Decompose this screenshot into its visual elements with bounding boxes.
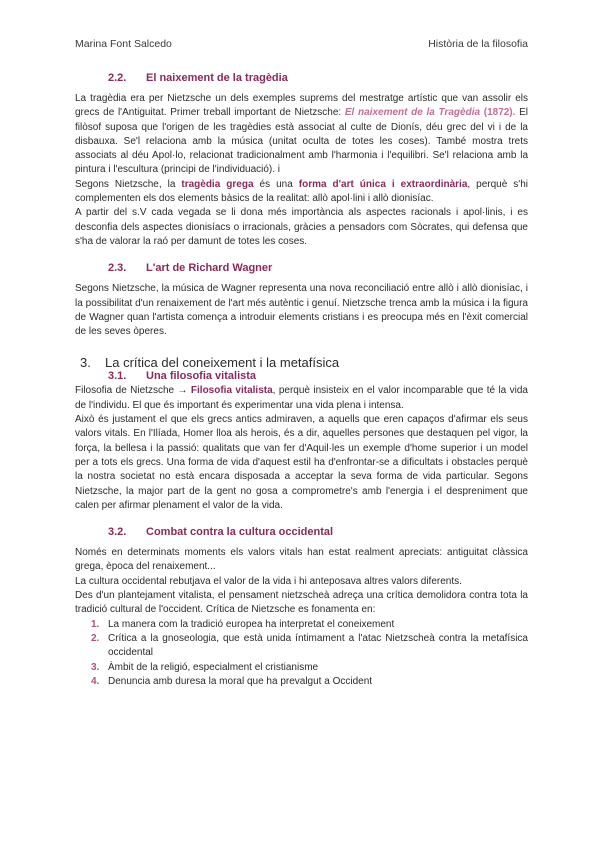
list-number: 1.: [91, 618, 100, 630]
text-run: , perquè s'hi complementen els dos elements bàsics de la realitat: allò apol·lini i allò dionisíac.: [75, 178, 528, 205]
section-heading-3-1: [108, 370, 528, 382]
header-subject: Història de la filosofia: [428, 38, 528, 50]
text-run: El filòsof suposa que l'origen de les tragèdies està associat al culte de Dionís, déu grec del vi i de la disbauxa. Se'l relaciona amb la música (unitat oculta de totes les coses). També mostra trets associats al déu Apol·lo, relacionat tradicionalment amb l'harmonia i l'equilibri. Se'l relaciona amb la pintura i l'escultura (principi de l'individuació). i: [75, 107, 529, 176]
list-number: 3.: [91, 661, 100, 673]
list-text: Denuncia amb duresa la moral que ha prevalgut a Occident: [108, 675, 373, 687]
paragraph: [75, 92, 528, 178]
list-text: La manera com la tradició europea ha interpretat el coneixement: [108, 618, 395, 630]
text-run: La tragèdia era per Nietzsche un dels exemples suprems del mestratge artístic que van assolir els grecs de l'Antiguitat. Primer treball important de Nietzsche:: [75, 93, 528, 119]
list-item: [75, 661, 528, 675]
paragraph: Segons Nietzsche, la música de Wagner representa una nova reconciliació entre allò i allò dionisíac, i la possibilitat d'un renaixement de l'art més autèntic i genuí. Nietzsche trenca amb la música i la figura de Wagner quan l'artista comença a introduir elements cristians i es preocupa més en l'èxit comercial de les seves òperes.: [75, 283, 528, 338]
highlight-term: Filosofia vitalista: [190, 385, 273, 397]
chapter-number: 3.: [80, 355, 91, 371]
paragraph: A partir del s.V cada vegada se li dona més importància als aspectes racionals i apol·linis, i es desconfia dels aspectes dionisíacs o irracionals, gràcies a pensadors com Sòcrates, qui defensa que s'ha de valorar la raó per damunt de totes les coses.: [75, 207, 528, 247]
section-number: 3.1.: [108, 370, 127, 383]
list-text: Àmbit de la religió, especialment el cristianisme: [108, 661, 319, 673]
list-item: [75, 632, 528, 661]
section-heading-2-3: [108, 262, 528, 274]
paragraph: Només en determinats moments els valors vitals han estat realment apreciats: antiguitat clàssica grega, època del renaixement...: [75, 547, 528, 573]
list-number: 2.: [91, 632, 100, 644]
page-content: [75, 72, 528, 689]
section-title: Combat contra la cultura occidental: [146, 526, 334, 539]
text-run: és una: [253, 178, 299, 190]
paragraph: [75, 178, 528, 207]
paragraph: [75, 384, 528, 413]
section-number: 2.2.: [108, 72, 127, 84]
section-heading-3-2: [108, 526, 528, 538]
book-title-highlight: El naixement de la Tragèdia: [344, 107, 481, 119]
list-text: Crítica a la gnoseologia, que està unida íntimament a l'atac Nietzscheà contra la metafísica occidental: [108, 632, 528, 659]
paragraph: Des d'un plantejament vitalista, el pensament nietzscheà adreça una crítica demolidora contra tota la tradició cultural de l'occident. Crítica de Nietzsche es fonamenta en:: [75, 590, 528, 616]
text-run: Segons Nietzsche, la: [75, 178, 182, 190]
highlight-term: tragèdia grega: [181, 178, 254, 190]
list-item: [75, 618, 528, 632]
chapter-heading-3: [75, 355, 528, 370]
list-item: [75, 675, 528, 689]
section-title: Una filosofia vitalista: [146, 370, 257, 383]
highlight-term: forma d'art única i extraordinària: [298, 178, 468, 190]
text-run: , perquè insisteix en el valor incomparable que té la vida de l'individu. El que és important és experimentar una vida plena i intensa.: [75, 385, 528, 411]
section-title: L'art de Richard Wagner: [146, 262, 273, 275]
section-number: 3.2.: [108, 526, 127, 539]
paragraph: La cultura occidental rebutjava el valor de la vida i hi anteposava altres valors diferents.: [75, 575, 462, 587]
section-number: 2.3.: [108, 262, 127, 275]
chapter-title: La crítica del coneixement i la metafísica: [105, 355, 340, 371]
page-header: [75, 38, 528, 50]
text-run: Filosofia de Nietzsche →: [75, 385, 191, 397]
section-title: El naixement de la tragèdia: [146, 72, 288, 84]
numbered-list: [75, 618, 528, 689]
paragraph: Això és justament el que els grecs antics admiraven, a aquells que eren capaços d'afirmar els seus valors vitals. En l'Ilíada, Homer lloa als herois, és a dir, aquelles persones que destaquen pel vigor, la força, la bellesa i la passió: qualitats que van fer d'Aquil·les un exemple d'home superior i un model per a tots els grecs. Una forma de vida d'aquest estil ha d'enfrontar-se a dificultats i obstacles perquè la nostra societat no està encara disposada a acceptar la seva forma de vida particular. Segons Nietzsche, la major part de la gent no gosa a comprometre's amb l'energia i el despreniment que calen per afirmar plenament el valor de la vida.: [75, 414, 528, 511]
section-heading-2-2: [108, 72, 528, 84]
year-highlight: (1872).: [483, 107, 516, 119]
list-number: 4.: [91, 675, 100, 687]
header-author: Marina Font Salcedo: [75, 38, 172, 50]
